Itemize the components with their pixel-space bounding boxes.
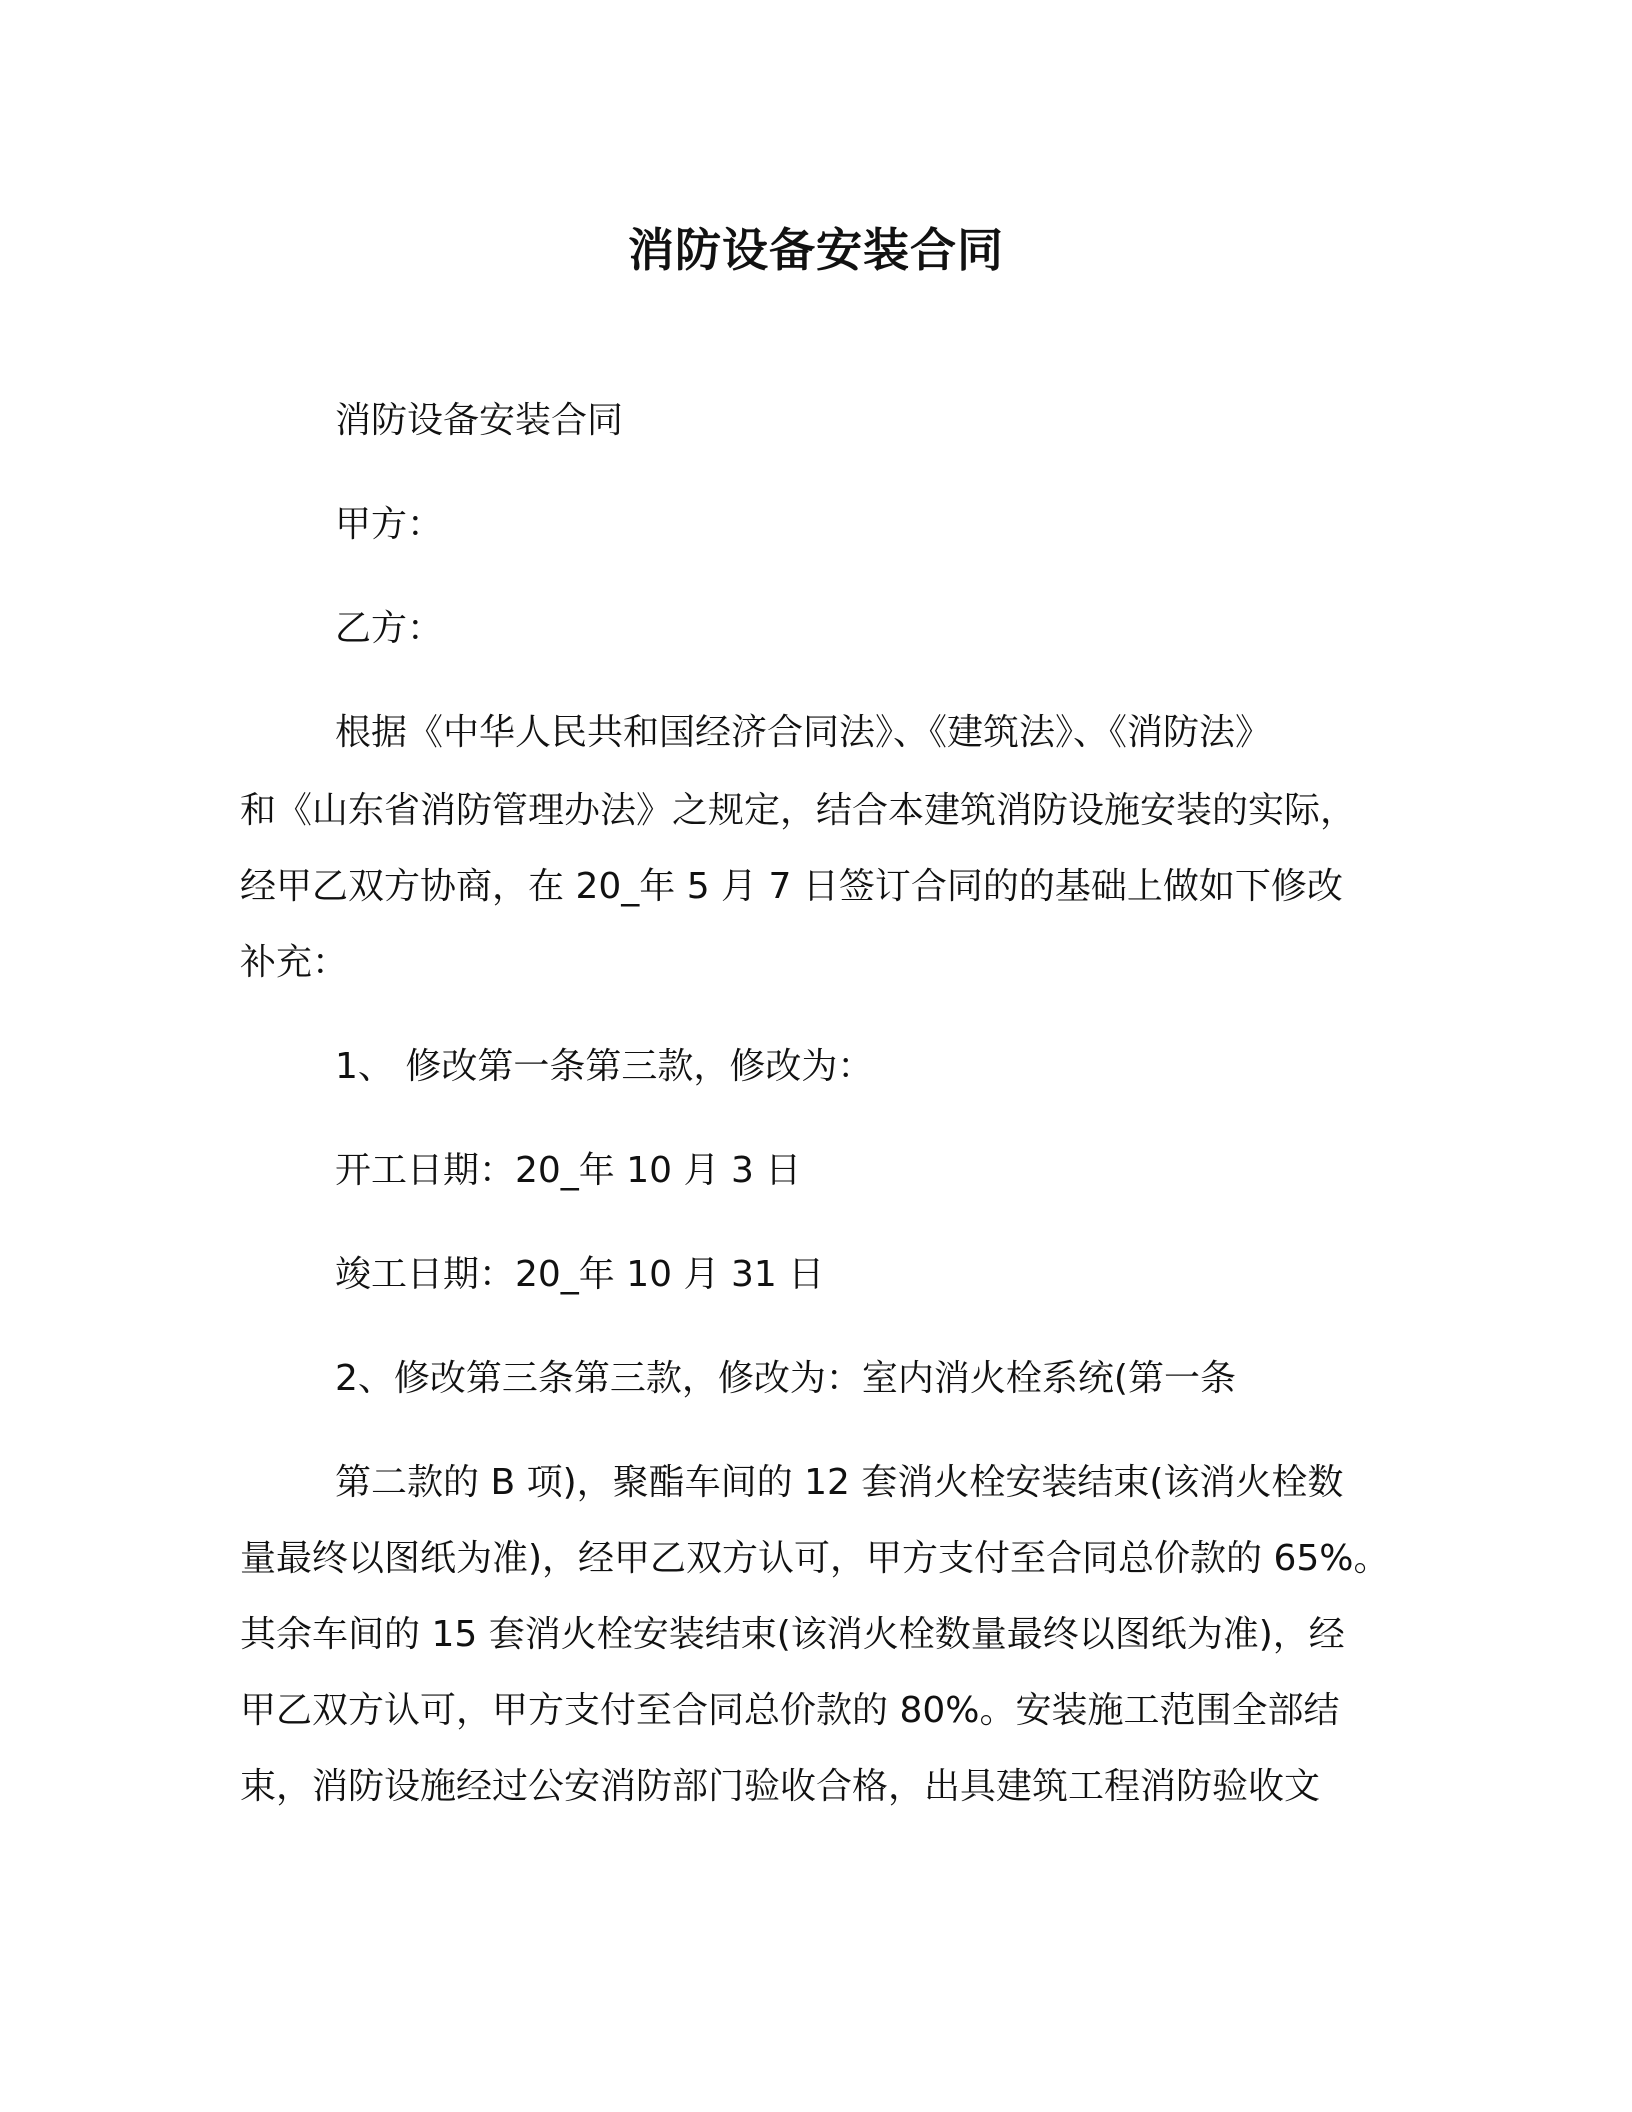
start-date-line: 开工日期：20_年 10 月 3 日 bbox=[335, 1150, 802, 1191]
amendment-2-heading: 2、修改第三条第三款，修改为：室内消火栓系统(第一条 bbox=[335, 1358, 1236, 1399]
amendment-2-line-2: 量最终以图纸为准)，经甲乙双方认可，甲方支付至合同总价款的 65%。 bbox=[240, 1538, 1390, 1579]
preamble-line-1: 根据《中华人民共和国经济合同法》、《建筑法》、《消防法》 bbox=[335, 712, 1272, 753]
preamble-line-3: 经甲乙双方协商，在 20_年 5 月 7 日签订合同的的基础上做如下修改 bbox=[240, 866, 1343, 907]
party-b-line: 乙方： bbox=[335, 608, 444, 649]
amendment-2-line-1: 第二款的 B 项)，聚酯车间的 12 套消火栓安装结束(该消火栓数 bbox=[335, 1462, 1344, 1503]
party-a-line: 甲方： bbox=[335, 504, 444, 545]
amendment-2-line-5: 束，消防设施经过公安消防部门验收合格，出具建筑工程消防验收文 bbox=[240, 1766, 1321, 1807]
preamble-line-4: 补充： bbox=[240, 942, 349, 983]
document-title: 消防设备安装合同 bbox=[628, 223, 1004, 277]
completion-date-line: 竣工日期：20_年 10 月 31 日 bbox=[335, 1254, 825, 1295]
preamble-line-2: 和《山东省消防管理办法》之规定，结合本建筑消防设施安装的实际， bbox=[240, 790, 1357, 831]
amendment-2-line-3: 其余车间的 15 套消火栓安装结束(该消火栓数量最终以图纸为准)，经 bbox=[240, 1614, 1345, 1655]
amendment-2-line-4: 甲乙双方认可，甲方支付至合同总价款的 80%。安装施工范围全部结 bbox=[240, 1690, 1340, 1731]
amendment-1-heading: 1、 修改第一条第三款，修改为： bbox=[335, 1046, 874, 1087]
contract-heading: 消防设备安装合同 bbox=[335, 400, 624, 441]
